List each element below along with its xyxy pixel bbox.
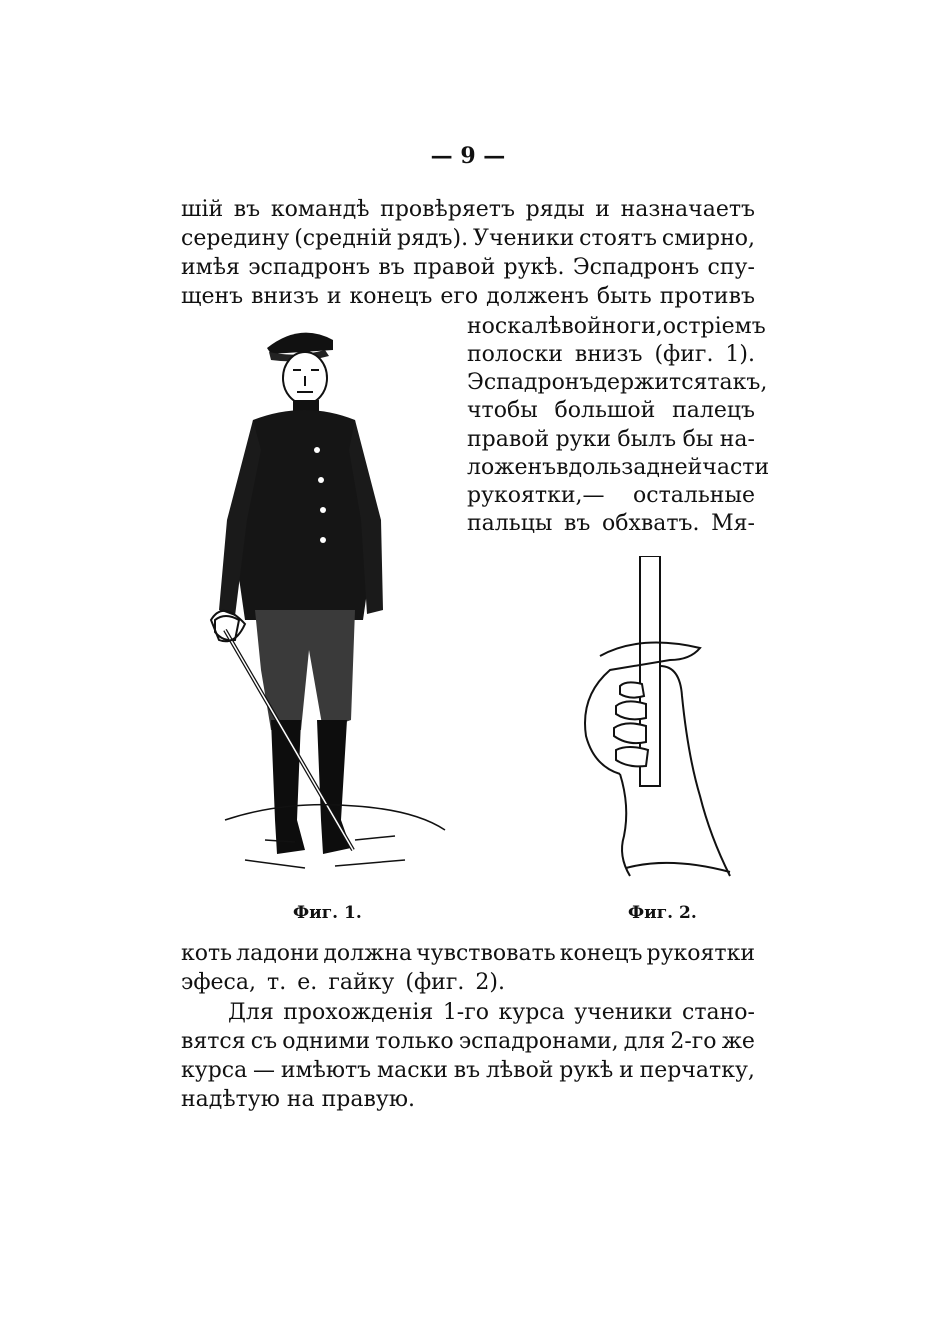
figure-2-hand-illustration [570,556,745,886]
word: щенъ [181,284,244,309]
text-line [181,254,755,282]
word: ладони [236,941,320,966]
word: середину [181,226,290,251]
side-text-line [467,510,755,538]
word: чтобы [467,398,538,423]
word: быть [596,284,652,309]
word: ноги, [601,314,663,339]
word: 1-го [442,1000,490,1025]
word: задней [621,455,703,480]
word: е. [297,970,318,995]
figure-1-soldier-illustration [205,320,455,880]
word: остріемъ [662,314,766,339]
word: Эспадронъ [572,255,700,280]
word: эспадронъ [248,255,371,280]
text-line [181,969,505,997]
word: эспадронами, [458,1029,619,1054]
word: только [375,1029,454,1054]
word: 2-го [670,1029,717,1054]
text-line [181,940,755,968]
text-line [181,1028,755,1056]
word: ложенъ [467,455,557,480]
word: лѣвой [534,314,602,339]
word: провѣряетъ [380,197,515,222]
word: противъ [659,284,755,309]
word: эфеса, [181,970,256,995]
word: рукоятки,— [467,483,605,508]
side-text-line [467,426,755,454]
word: Эспадронъ [467,370,594,395]
word: стоятъ [579,226,657,251]
word: и [326,284,342,309]
word: части [702,455,770,480]
word: держится [593,370,708,395]
word: прохожденія [283,1000,434,1025]
word: должна [323,941,413,966]
word: курса [181,1058,248,1083]
text-line [181,1057,755,1085]
word: вятся [181,1029,246,1054]
word: надѣтую на правую. [181,1087,415,1112]
figure-2-caption: Фиг. 2. [628,903,697,923]
word: (фиг. [405,970,465,995]
word: т. [267,970,287,995]
word: командѣ [270,197,370,222]
word: носка [467,314,535,339]
word: въ [378,255,405,280]
word: такъ, [707,370,768,395]
word: для [623,1029,666,1054]
side-text-line [467,313,766,341]
side-text-line [467,397,755,425]
word: въ [453,1058,481,1083]
word: руки [555,427,612,452]
word: же [721,1029,755,1054]
side-text-line [467,482,755,510]
word: спу- [707,255,755,280]
word: былъ [617,427,677,452]
word: назначаетъ [620,197,755,222]
word: (средній [294,226,393,251]
word: 2). [475,970,505,995]
word: гайку [328,970,395,995]
word: обхватъ. [601,511,700,536]
word: правой [467,427,550,452]
word: конецъ [559,941,643,966]
word: рукѣ. [503,255,565,280]
word: вдоль [556,455,622,480]
word: 1). [725,342,755,367]
word: рукоятки [646,941,755,966]
word: ученики [574,1000,673,1025]
word: (фиг. [654,342,714,367]
text-line [181,283,755,311]
side-text-line [467,454,770,482]
word: курса [498,1000,565,1025]
side-text-line [467,369,768,397]
word: смирно, [661,226,755,251]
word: на- [719,427,755,452]
text-line [181,1086,415,1114]
word: одними [282,1029,371,1054]
word: маски [376,1058,448,1083]
word: лѣвой [485,1058,554,1083]
word: внизъ [251,284,319,309]
word: внизъ [574,342,643,367]
figure-1-caption: Фиг. 1. [293,903,362,923]
word: рядъ). [397,226,469,251]
word: рукѣ [559,1058,614,1083]
word: чувствовать [416,941,556,966]
word: правой [413,255,496,280]
word: имѣя [181,255,240,280]
side-text-line [467,341,755,369]
page-number: — 9 — [430,143,506,169]
word: Мя- [711,511,755,536]
word: стано- [682,1000,755,1025]
word: съ [250,1029,278,1054]
word: бы [682,427,714,452]
word: шій [181,197,224,222]
text-line [228,999,755,1027]
word: долженъ [486,284,589,309]
word: въ [233,197,261,222]
word: Ученики [473,226,575,251]
word: перчатку, [639,1058,755,1083]
word: — [253,1058,276,1083]
word: конецъ [349,284,433,309]
word: остальные [633,483,755,508]
word: коть [181,941,233,966]
word: Для [228,1000,274,1025]
word: ряды [525,197,585,222]
word: пальцы [467,511,553,536]
text-line [181,225,755,253]
word: и [595,197,610,222]
word: имѣютъ [280,1058,372,1083]
word: полоски [467,342,563,367]
word: въ [563,511,591,536]
word: большой [554,398,656,423]
word: и [619,1058,634,1083]
text-line [181,196,755,224]
word: его [440,284,479,309]
word: палецъ [672,398,755,423]
